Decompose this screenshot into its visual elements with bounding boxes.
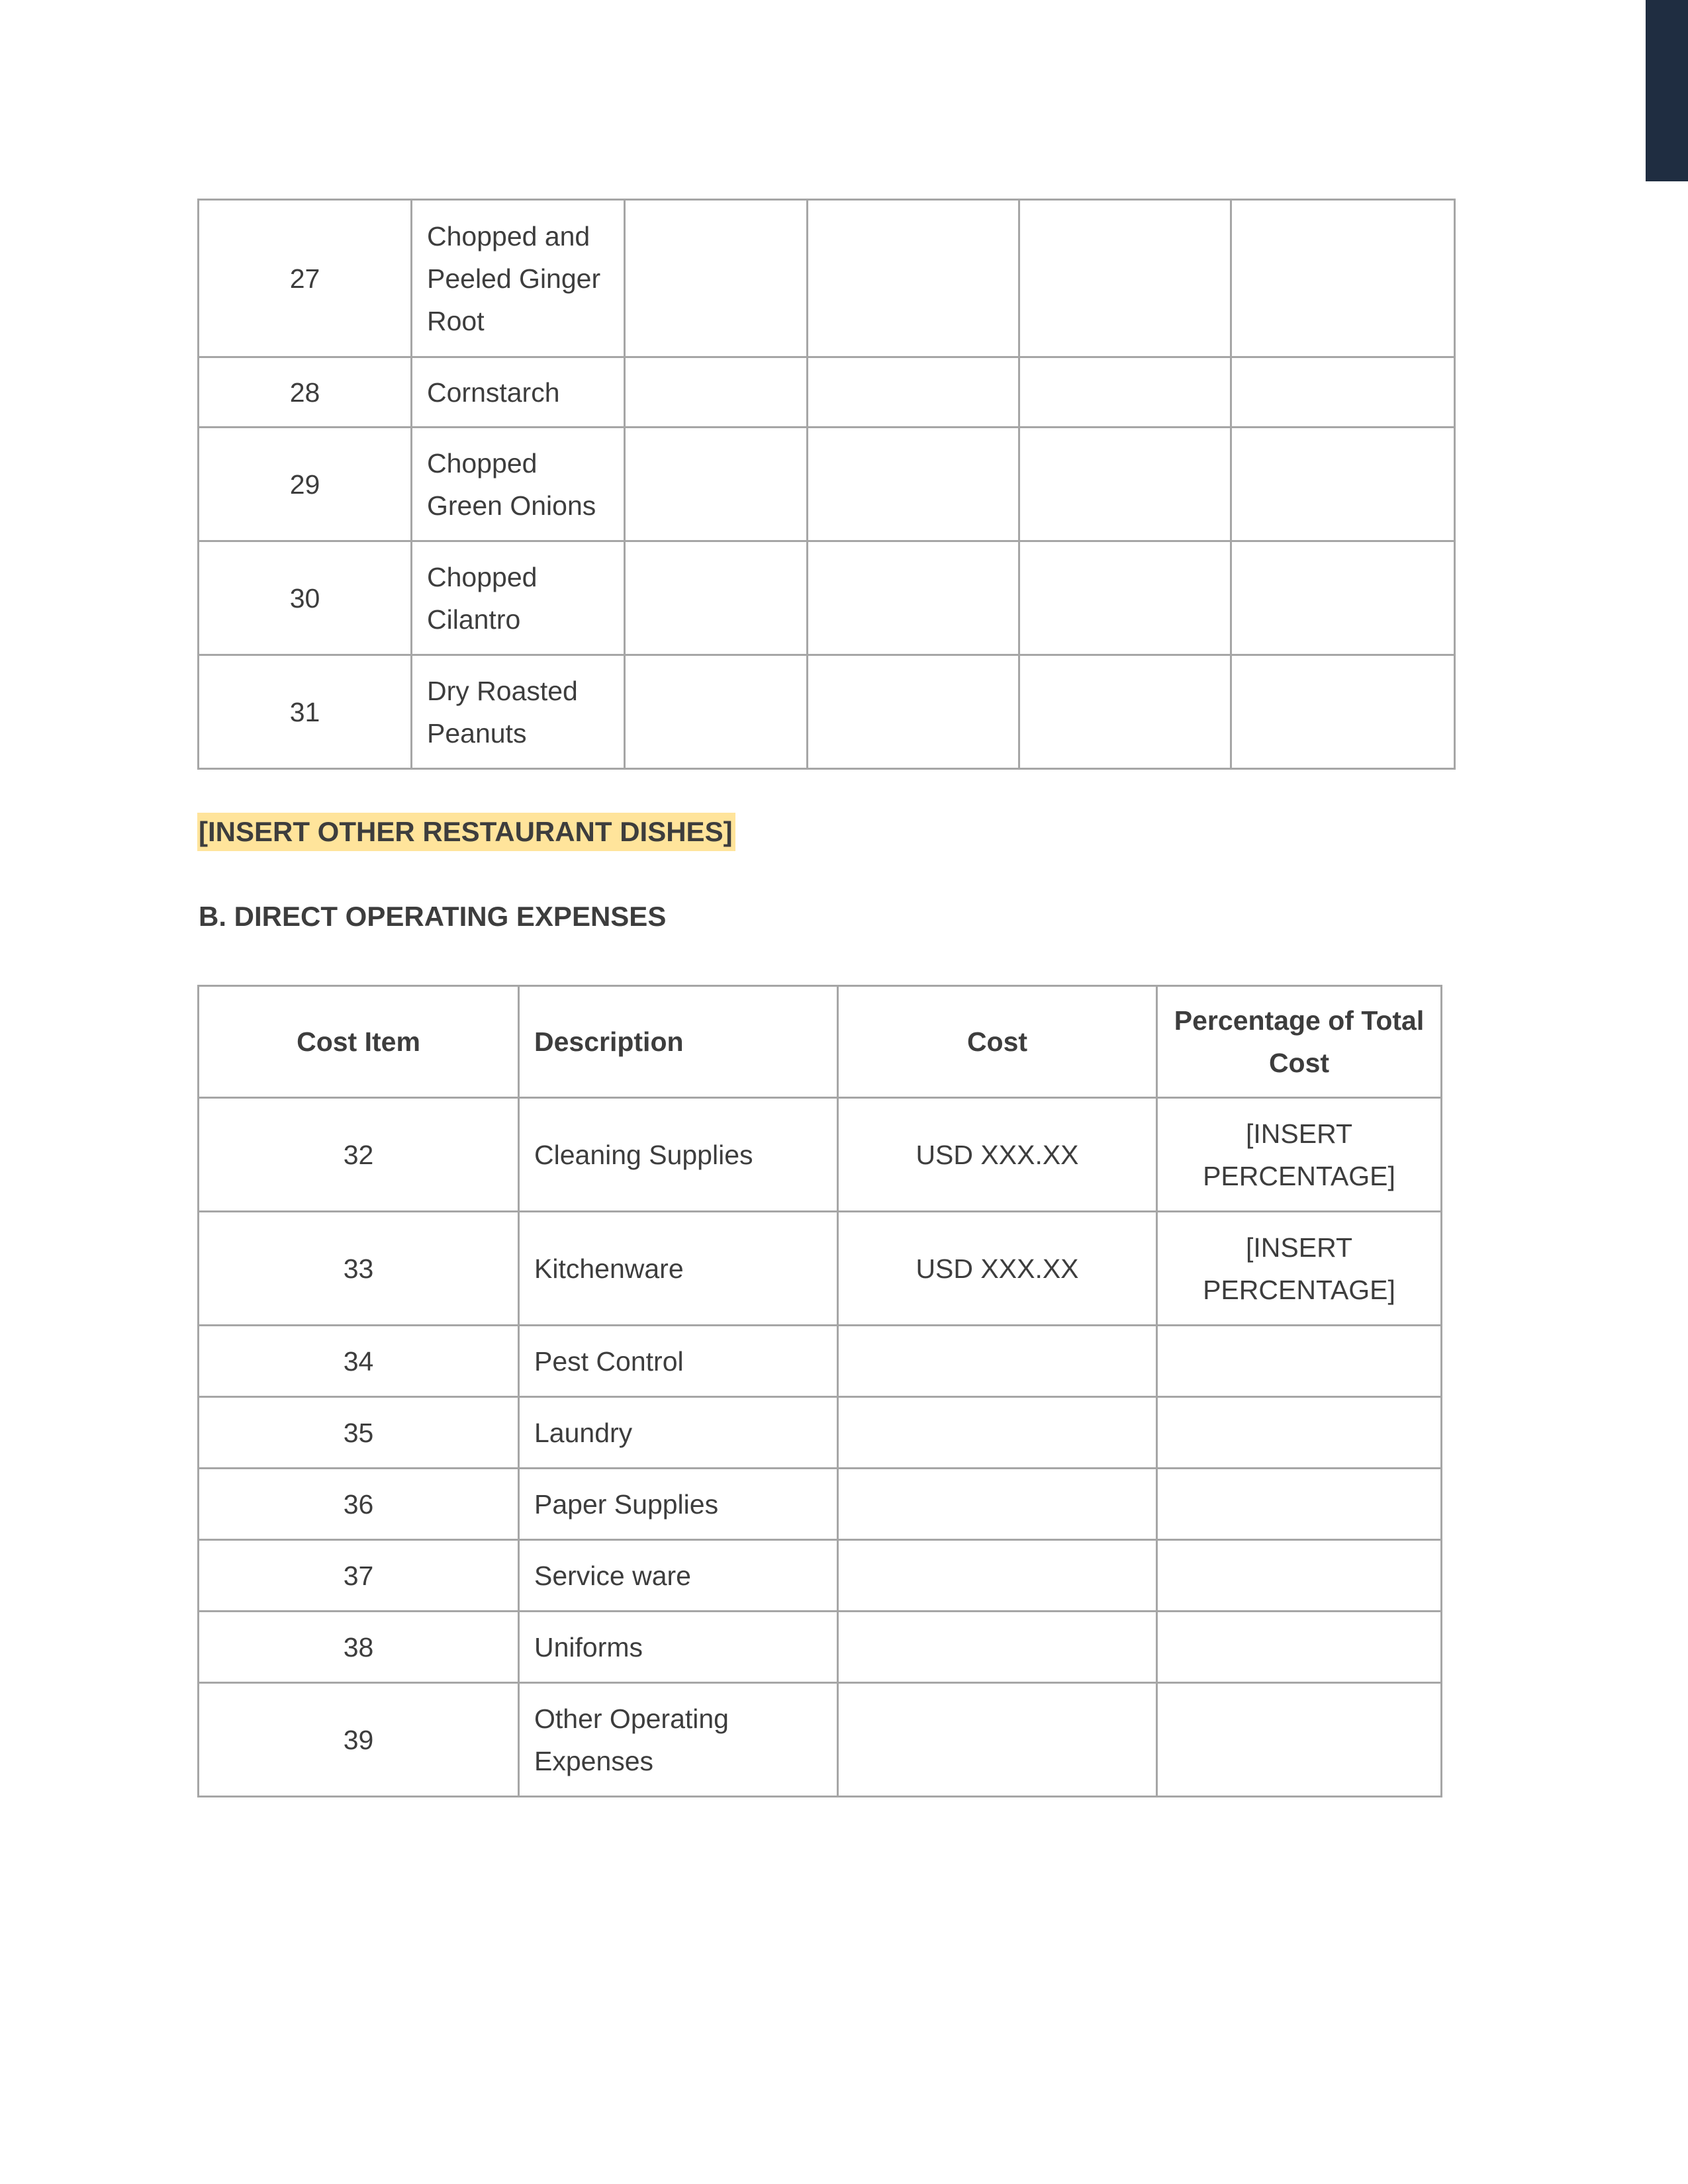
- item-number: 28: [199, 357, 412, 428]
- cost-item-number: 32: [199, 1098, 519, 1212]
- cost-value: [838, 1326, 1157, 1397]
- empty-cell: [1231, 428, 1455, 541]
- column-header-percentage: Percentage of Total Cost: [1157, 986, 1442, 1098]
- cost-item-description: Other Operating Expenses: [519, 1683, 838, 1797]
- cost-item-number: 39: [199, 1683, 519, 1797]
- empty-cell: [1231, 541, 1455, 655]
- percentage-value: [INSERT PERCENTAGE]: [1157, 1212, 1442, 1326]
- ingredients-table: [197, 199, 1456, 770]
- percentage-value: [1157, 1612, 1442, 1683]
- cost-item-description: Pest Control: [519, 1326, 838, 1397]
- cost-item-number: 36: [199, 1469, 519, 1540]
- table-header-row: [199, 986, 1442, 1098]
- cost-item-number: 35: [199, 1397, 519, 1469]
- cost-item-number: 34: [199, 1326, 519, 1397]
- item-number: 27: [199, 200, 412, 357]
- empty-cell: [808, 428, 1019, 541]
- expenses-table: [197, 985, 1442, 1797]
- empty-cell: [1019, 541, 1231, 655]
- table-row: [199, 541, 1455, 655]
- cost-item-number: 33: [199, 1212, 519, 1326]
- item-number: 31: [199, 655, 412, 769]
- table-row: [199, 1326, 1442, 1397]
- empty-cell: [808, 655, 1019, 769]
- table-row: [199, 428, 1455, 541]
- empty-cell: [1019, 428, 1231, 541]
- table-row: [199, 1098, 1442, 1212]
- cost-item-description: Paper Supplies: [519, 1469, 838, 1540]
- table-row: [199, 357, 1455, 428]
- empty-cell: [808, 200, 1019, 357]
- cost-item-description: Kitchenware: [519, 1212, 838, 1326]
- percentage-value: [1157, 1397, 1442, 1469]
- empty-cell: [1019, 200, 1231, 357]
- cost-value: [838, 1397, 1157, 1469]
- empty-cell: [625, 200, 808, 357]
- cost-value: [838, 1540, 1157, 1612]
- cost-item-description: Uniforms: [519, 1612, 838, 1683]
- table-row: [199, 1612, 1442, 1683]
- percentage-value: [1157, 1326, 1442, 1397]
- cost-value: [838, 1683, 1157, 1797]
- percentage-value: [1157, 1683, 1442, 1797]
- table-row: [199, 655, 1455, 769]
- empty-cell: [1231, 357, 1455, 428]
- cost-value: USD XXX.XX: [838, 1098, 1157, 1212]
- cost-item-number: 37: [199, 1540, 519, 1612]
- empty-cell: [1231, 655, 1455, 769]
- item-number: 30: [199, 541, 412, 655]
- ingredient-name: Chopped and Peeled Ginger Root: [412, 200, 625, 357]
- empty-cell: [625, 357, 808, 428]
- cost-value: [838, 1612, 1157, 1683]
- empty-cell: [808, 541, 1019, 655]
- column-header-cost: Cost: [838, 986, 1157, 1098]
- cost-item-description: Service ware: [519, 1540, 838, 1612]
- table-row: [199, 1683, 1442, 1797]
- table-row: [199, 1212, 1442, 1326]
- table-row: [199, 200, 1455, 357]
- ingredient-name: Dry Roasted Peanuts: [412, 655, 625, 769]
- cost-item-description: Laundry: [519, 1397, 838, 1469]
- empty-cell: [1019, 655, 1231, 769]
- section-heading: B. DIRECT OPERATING EXPENSES: [199, 901, 667, 932]
- corner-tab-decoration: [1646, 0, 1688, 181]
- empty-cell: [625, 541, 808, 655]
- ingredient-name: Chopped Cilantro: [412, 541, 625, 655]
- cost-value: [838, 1469, 1157, 1540]
- percentage-value: [1157, 1469, 1442, 1540]
- percentage-value: [INSERT PERCENTAGE]: [1157, 1098, 1442, 1212]
- table-row: [199, 1540, 1442, 1612]
- cost-item-number: 38: [199, 1612, 519, 1683]
- empty-cell: [808, 357, 1019, 428]
- empty-cell: [1231, 200, 1455, 357]
- column-header-cost-item: Cost Item: [199, 986, 519, 1098]
- ingredient-name: Chopped Green Onions: [412, 428, 625, 541]
- cost-value: USD XXX.XX: [838, 1212, 1157, 1326]
- ingredient-name: Cornstarch: [412, 357, 625, 428]
- column-header-description: Description: [519, 986, 838, 1098]
- cost-item-description: Cleaning Supplies: [519, 1098, 838, 1212]
- empty-cell: [625, 655, 808, 769]
- empty-cell: [625, 428, 808, 541]
- table-row: [199, 1469, 1442, 1540]
- table-row: [199, 1397, 1442, 1469]
- empty-cell: [1019, 357, 1231, 428]
- insert-dishes-note: [INSERT OTHER RESTAURANT DISHES]: [197, 813, 735, 851]
- percentage-value: [1157, 1540, 1442, 1612]
- item-number: 29: [199, 428, 412, 541]
